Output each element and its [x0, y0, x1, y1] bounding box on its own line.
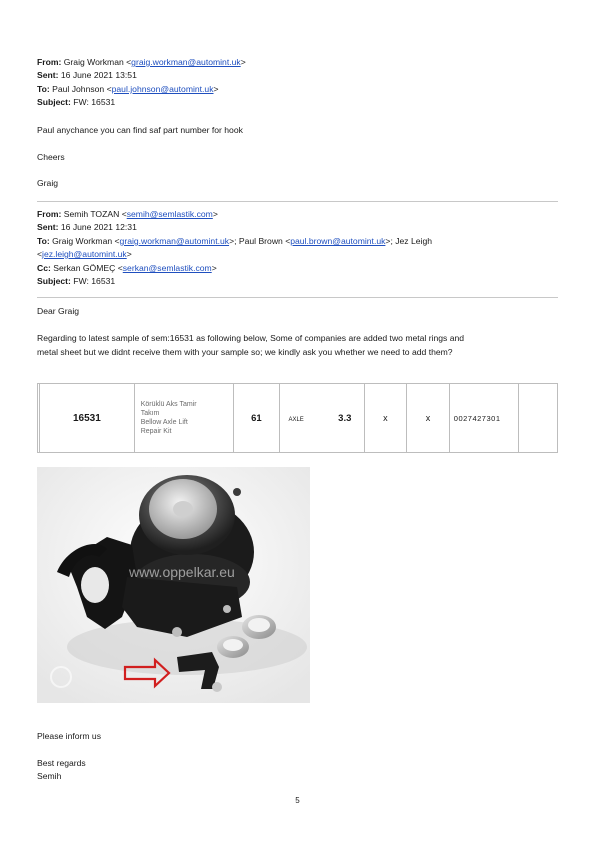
photo-watermark: www.oppelkar.eu: [129, 564, 235, 580]
email2-cc-link[interactable]: serkan@semlastik.com: [122, 263, 212, 273]
email1-from: From: Graig Workman <graig.workman@automint.uk>: [37, 57, 246, 67]
product-type-cell: [280, 384, 364, 453]
product-code: 16531: [40, 384, 135, 453]
email1-to-link[interactable]: paul.johnson@automint.uk: [111, 84, 214, 94]
email2-subject: Subject: FW: 16531: [37, 276, 116, 286]
table-cell: [519, 384, 558, 453]
product-quantity: 61: [233, 384, 280, 453]
email2-sent: Sent: 16 June 2021 12:31: [37, 222, 137, 232]
divider: [37, 297, 558, 298]
email1-body-line2: Cheers: [37, 152, 65, 162]
product-description: Körüklü Aks Tamir Takım Bellow Axle Lift Repair Kit: [134, 384, 233, 453]
page-number: 5: [295, 796, 300, 805]
product-mark-2: x: [407, 384, 450, 453]
table-row: [38, 384, 558, 453]
email2-to-link1[interactable]: graig.workman@automint.uk: [119, 236, 230, 246]
product-table: [37, 383, 558, 453]
email1-body-line1: Paul anychance you can find saf part number for hook: [37, 125, 243, 135]
product-photo: [37, 467, 310, 703]
email2-to-link3[interactable]: jez.leigh@automint.uk: [42, 249, 127, 259]
email1-to: To: Paul Johnson <paul.johnson@automint.uk>: [37, 84, 219, 94]
product-mark-1: x: [364, 384, 407, 453]
email1-subject: Subject: FW: 16531: [37, 97, 116, 107]
email2-cc: Cc: Serkan GÖMEÇ <serkan@semlastik.com>: [37, 263, 217, 273]
email1-signature: Graig: [37, 178, 59, 188]
product-value: 3.3: [338, 412, 352, 424]
product-type: AXLE: [288, 416, 304, 423]
email2-greeting: Dear Graig: [37, 306, 80, 316]
email2-closing-line2: Best regards: [37, 758, 86, 768]
email2-closing-line1: Please inform us: [37, 731, 102, 741]
product-part-number: 0027427301: [449, 384, 519, 453]
email2-signature: Semih: [37, 771, 62, 781]
email2-to-continued: <jez.leigh@automint.uk>: [37, 249, 132, 259]
email2-to-link2[interactable]: paul.brown@automint.uk: [290, 236, 386, 246]
email1-from-link[interactable]: graig.workman@automint.uk: [131, 57, 241, 67]
email2-paragraph-line1: Regarding to latest sample of sem:16531 as following below, Some of companies are added two metal rings and: [37, 333, 465, 343]
email1-sent: Sent: 16 June 2021 13:51: [37, 70, 137, 80]
email2-from: From: Semih TOZAN <semih@semlastik.com>: [37, 209, 218, 219]
email2-paragraph-line2: metal sheet but we didnt receive them with your sample so; we kindly ask you whether we need to add them?: [37, 347, 453, 357]
email2-to: To: Graig Workman <graig.workman@automint.uk>; Paul Brown <paul.brown@automint.uk>; Jez Leigh: [37, 236, 433, 246]
divider: [37, 201, 558, 202]
air-bellow-photo-illustration: [37, 467, 310, 703]
email2-from-link[interactable]: semih@semlastik.com: [126, 209, 213, 219]
